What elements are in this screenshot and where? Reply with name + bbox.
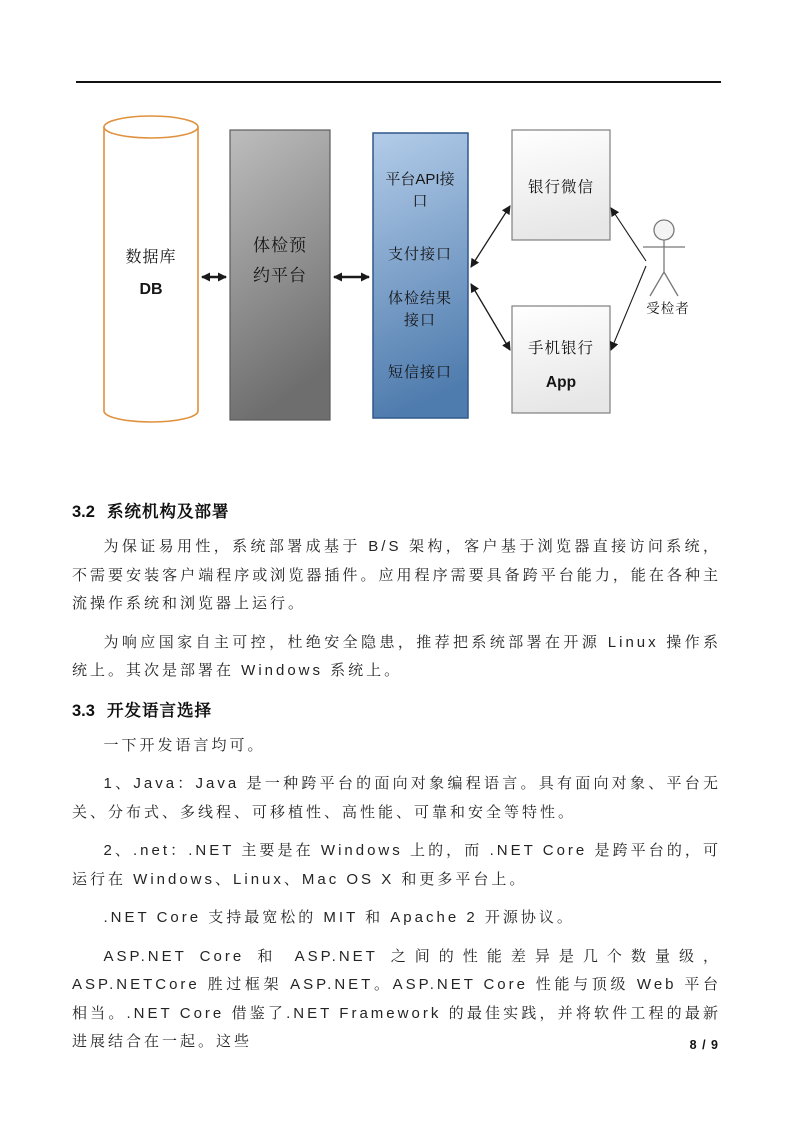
api-item1-line2: 口 bbox=[412, 193, 428, 210]
architecture-diagram bbox=[66, 100, 726, 470]
architecture-diagram-svg bbox=[66, 100, 726, 470]
paragraph: 1、Java：Java 是一种跨平台的面向对象编程语言。具有面向对象、平台无关、分布式、多线程、可移植性、高性能、可靠和安全等特性。 bbox=[72, 775, 721, 821]
actor-mobileapp-arrow bbox=[611, 266, 646, 350]
api-item1-line1: 平台API接 bbox=[385, 171, 455, 188]
section-number: 3.3 bbox=[72, 701, 95, 720]
platform-label-line2: 约平台 bbox=[253, 266, 307, 285]
mobile-bank-app-label-line1: 手机银行 bbox=[527, 340, 595, 357]
section-title: 开发语言选择 bbox=[106, 701, 212, 720]
bank-wechat-label: 银行微信 bbox=[527, 179, 595, 196]
platform-label-line1: 体检预 bbox=[253, 236, 307, 255]
database-cylinder-top bbox=[104, 116, 198, 138]
api-mobileapp-arrow bbox=[471, 284, 510, 350]
database-label-line1: 数据库 bbox=[125, 249, 177, 266]
paragraph: ASP.NET Core 和 ASP.NET 之间的性能差异是几个数量级，ASP.NETCore 胜过框架 ASP.NET。ASP.NET Core 性能与顶级 Web 平台相当。.NET Core 借鉴了.NET Framework 的最佳实践，并将软件工程的最新进展结合在一起。这些 bbox=[72, 947, 721, 1050]
section-heading-3-3 bbox=[72, 696, 721, 726]
api-item2: 支付接口 bbox=[387, 246, 453, 263]
database-label-line2: DB bbox=[139, 281, 163, 298]
paragraph: 2、.net：.NET 主要是在 Windows 上的，而 .NET Core 是跨平台的，可运行在 Windows、Linux、Mac OS X 和更多平台上。 bbox=[72, 842, 721, 888]
actor-label: 受检者 bbox=[646, 301, 690, 316]
api-item3-line2: 接口 bbox=[403, 312, 437, 329]
api-bankwechat-arrow bbox=[471, 206, 510, 267]
actor-head bbox=[654, 220, 674, 240]
actor-leg-right bbox=[664, 272, 678, 296]
bank-wechat-box bbox=[512, 130, 610, 240]
examinee-actor-icon bbox=[643, 220, 685, 296]
paragraph: 一下开发语言均可。 bbox=[103, 736, 266, 754]
api-item3-line1: 体检结果 bbox=[387, 290, 453, 307]
platform-box bbox=[230, 130, 330, 420]
mobile-bank-app-box-rect bbox=[512, 306, 610, 413]
body-text-column bbox=[72, 497, 721, 1057]
api-interface-box bbox=[373, 133, 468, 418]
actor-leg-left bbox=[650, 272, 664, 296]
section-number: 3.2 bbox=[72, 503, 95, 521]
header-rule bbox=[76, 81, 721, 83]
paragraph: 为响应国家自主可控，杜绝安全隐患，推荐把系统部署在开源 Linux 操作系统上。其次是部署在 Windows 系统上。 bbox=[72, 633, 721, 679]
paragraph: 为保证易用性，系统部署成基于 B/S 架构，客户基于浏览器直接访问系统，不需要安装客户端程序或浏览器插件。应用程序需要具备跨平台能力，能在各种主流操作系统和浏览器上运行。 bbox=[72, 538, 721, 612]
mobile-bank-app-label-line2: App bbox=[545, 374, 577, 391]
actor-bankwechat-arrow bbox=[611, 208, 646, 261]
paragraph: .NET Core 支持最宽松的 MIT 和 Apache 2 开源协议。 bbox=[103, 909, 575, 926]
page-number: 8 / 9 bbox=[689, 1038, 719, 1052]
mobile-bank-app-box bbox=[512, 306, 610, 413]
section-heading-3-2 bbox=[72, 497, 721, 527]
section-title: 系统机构及部署 bbox=[106, 503, 230, 521]
database-cylinder-body bbox=[104, 127, 198, 422]
database-cylinder bbox=[104, 116, 198, 422]
api-item4: 短信接口 bbox=[387, 364, 453, 381]
